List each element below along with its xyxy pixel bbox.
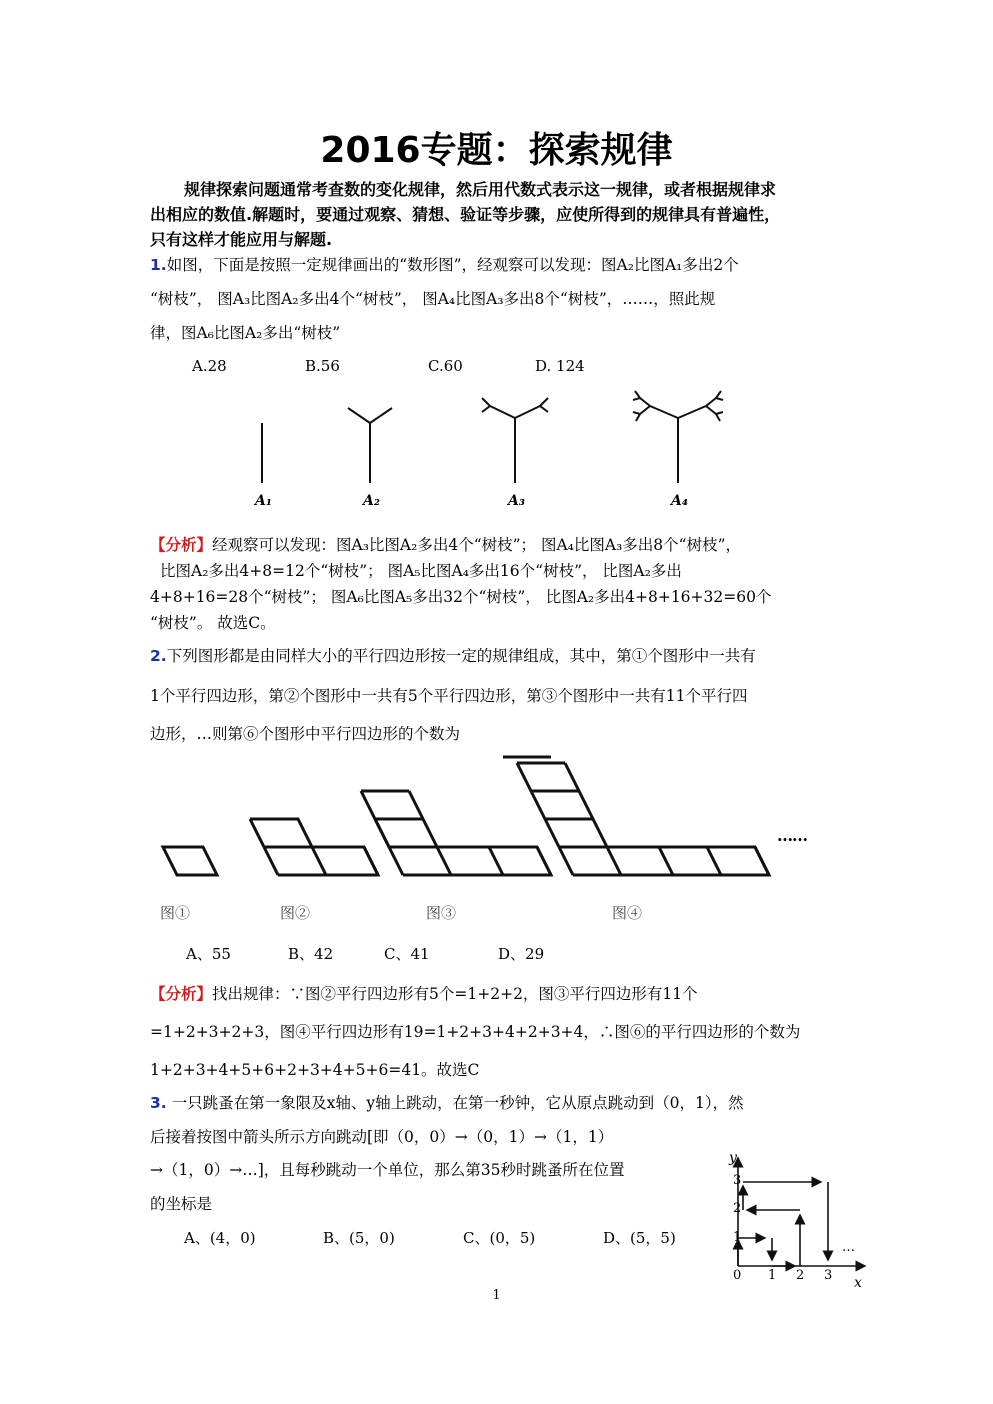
graph-y-tick-1: 1 bbox=[733, 1230, 742, 1245]
q2-analysis-line-1: 【分析】找出规律：∵图②平行四边形有5个=1+2+2，图③平行四边形有11个 bbox=[150, 985, 698, 1003]
q2-figure-label-2: 图② bbox=[280, 904, 311, 922]
q3-line-4: 的坐标是 bbox=[150, 1195, 213, 1213]
graph-x-tick-2: 2 bbox=[796, 1268, 805, 1283]
q2-analysis-line-3: 1+2+3+4+5+6+2+3+4+5+6=41。故选C bbox=[150, 1061, 480, 1079]
q1-option-a: A.28 bbox=[192, 357, 227, 375]
q2-option-c: C、41 bbox=[384, 945, 430, 963]
graph-y-tick-2: 2 bbox=[733, 1201, 742, 1216]
q2-figure-ellipsis: …… bbox=[777, 826, 807, 845]
graph-y-label: y bbox=[729, 1150, 737, 1166]
q3-option-a: A、(4，0) bbox=[184, 1229, 256, 1247]
q3-line-3: →（1，0）→…]，且每秒跳动一个单位，那么第35秒时跳蚤所在位置 bbox=[150, 1161, 625, 1179]
q1-line-3: 律，图A₆比图A₂多出“树枝” bbox=[150, 324, 341, 342]
tree-label-a1: A₁ bbox=[255, 493, 272, 509]
graph-y-tick-3: 3 bbox=[733, 1173, 742, 1188]
tree-label-a4: A₄ bbox=[671, 493, 688, 509]
intro-line-3: 只有这样才能应用与解题. bbox=[150, 230, 333, 249]
q1-option-d: D. 124 bbox=[535, 357, 585, 375]
q3-option-b: B、(5，0) bbox=[323, 1229, 395, 1247]
q1-analysis-line-1: 【分析】经观察可以发现：图A₃比图A₂多出4个“树枝”； 图A₄比图A₃多出8个“树枝”， bbox=[150, 536, 741, 554]
q2-analysis-line-2: =1+2+3+2+3，图④平行四边形有19=1+2+3+4+2+3+4，∴图⑥的平行四边形的个数为 bbox=[150, 1023, 801, 1041]
tree-a2-branch-right bbox=[370, 408, 392, 423]
tree-label-a2: A₂ bbox=[363, 493, 380, 509]
q3-line-1: 3. 一只跳蚤在第一象限及x轴、y轴上跳动，在第一秒钟，它从原点跳动到（0，1），然 bbox=[150, 1094, 744, 1112]
q2-line-2: 1个平行四边形，第②个图形中一共有5个平行四边形，第③个图形中一共有11个平行四 bbox=[150, 687, 748, 705]
graph-x-tick-1: 1 bbox=[768, 1268, 777, 1283]
tree-figures bbox=[230, 388, 750, 488]
q1-option-b: B.56 bbox=[305, 357, 340, 375]
q3-option-d: D、(5，5) bbox=[603, 1229, 676, 1247]
q1-number: 1. bbox=[150, 256, 167, 274]
q1-line-1: 1.如图，下面是按照一定规律画出的“数形图”，经观察可以发现：图A₂比图A₁多出2个 bbox=[150, 256, 739, 274]
q1-analysis-line-4: “树枝”。 故选C。 bbox=[150, 614, 276, 632]
q1-analysis-line-2: 比图A₂多出4+8=12个“树枝”； 图A₅比图A₄多出16个“树枝”， 比图A₂多出 bbox=[160, 562, 682, 580]
graph-ellipsis: … bbox=[842, 1240, 855, 1255]
q2-figure-label-3: 图③ bbox=[426, 904, 457, 922]
q2-option-d: D、29 bbox=[498, 945, 545, 963]
q3-line-2: 后接着按图中箭头所示方向跳动[即（0，0）→（0，1）→（1，1） bbox=[150, 1128, 614, 1146]
q1-line-2: “树枝”， 图A₃比图A₂多出4个“树枝”， 图A₄比图A₃多出8个“树枝”，……，照此规 bbox=[150, 290, 716, 308]
q2-option-a: A、55 bbox=[186, 945, 231, 963]
graph-x-tick-3: 3 bbox=[824, 1268, 833, 1283]
tree-label-a3: A₃ bbox=[508, 493, 525, 509]
q2-option-b: B、42 bbox=[288, 945, 334, 963]
graph-origin: 0 bbox=[733, 1268, 742, 1283]
q2-line-3: 边形，…则第⑥个图形中平行四边形的个数为 bbox=[150, 725, 461, 743]
q2-figure-label-1: 图① bbox=[160, 904, 191, 922]
intro-line-1: 规律探索问题通常考查数的变化规律，然后用代数式表示这一规律，或者根据规律求 bbox=[184, 180, 777, 199]
q2-analysis-tag: 【分析】 bbox=[150, 985, 213, 1003]
q3-number: 3. bbox=[150, 1094, 167, 1112]
tree-a2-branch-left bbox=[348, 408, 370, 423]
page-number: 1 bbox=[492, 1288, 501, 1303]
q2-figure-label-4: 图④ bbox=[612, 904, 643, 922]
intro-line-2: 出相应的数值.解题时，要通过观察、猜想、验证等步骤，应使所得到的规律具有普遍性， bbox=[150, 205, 781, 224]
q2-number: 2. bbox=[150, 647, 167, 665]
q3-option-c: C、(0，5) bbox=[463, 1229, 536, 1247]
q1-option-c: C.60 bbox=[428, 357, 463, 375]
q2-line-1: 2.下列图形都是由同样大小的平行四边形按一定的规律组成，其中，第①个图形中一共有 bbox=[150, 647, 756, 665]
parallelogram-figures bbox=[150, 755, 830, 885]
q1-analysis-tag: 【分析】 bbox=[150, 536, 213, 554]
q1-analysis-line-3: 4+8+16=28个“树枝”； 图A₆比图A₅多出32个“树枝”， 比图A₂多出4+8+16+32=60个 bbox=[150, 588, 772, 606]
graph-x-label: x bbox=[854, 1275, 862, 1291]
page-title: 2016专题：探索规律 bbox=[320, 130, 673, 171]
